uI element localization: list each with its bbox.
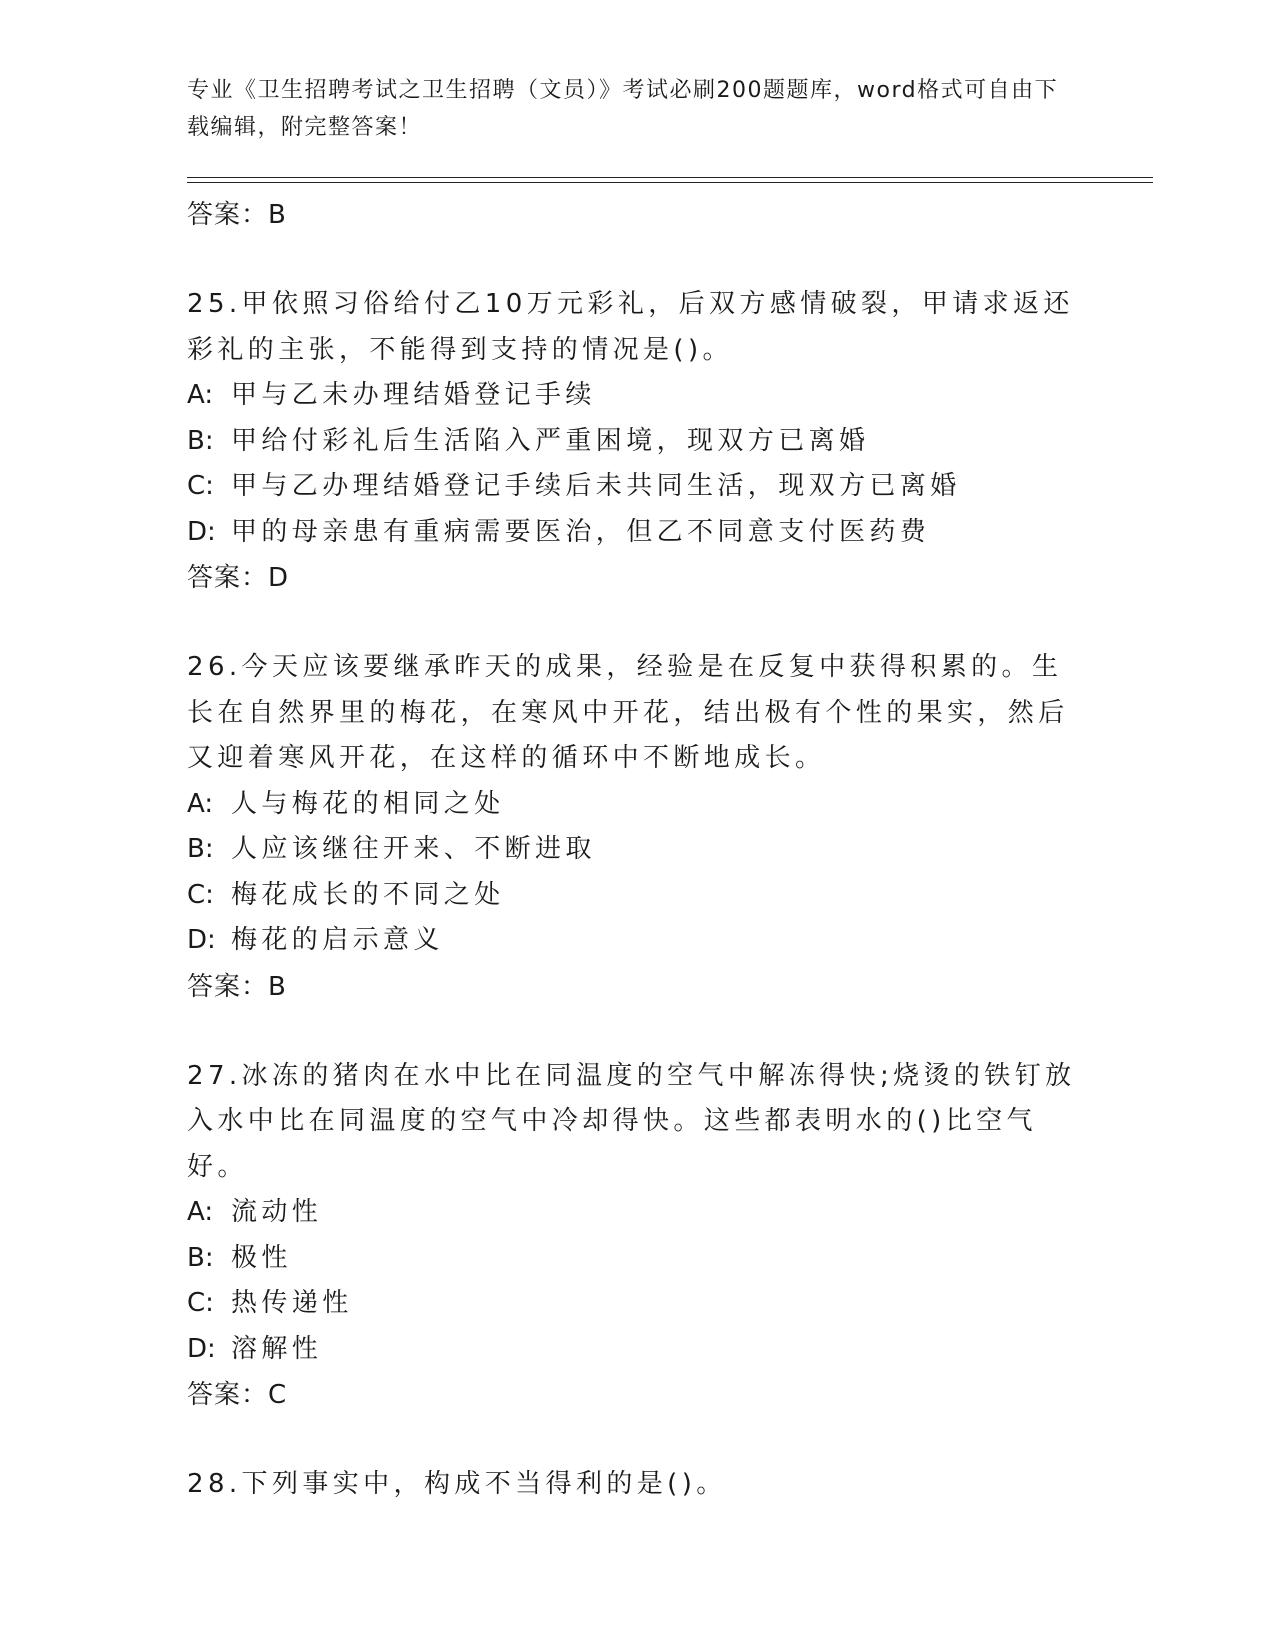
document-header: 专业《卫生招聘考试之卫生招聘（文员）》考试必刷200题题库，word格式可自由下载编辑，附完整答案！: [187, 78, 1059, 140]
option-letter: A:: [187, 788, 214, 819]
option-text: 甲给付彩礼后生活陷入严重困境，现双方已离婚: [231, 425, 870, 456]
option-text: 甲的母亲患有重病需要医治，但乙不同意支付医药费: [231, 516, 931, 547]
option-letter: C:: [187, 1288, 214, 1318]
option-c: [187, 873, 1087, 919]
header-divider-bottom: [187, 182, 1153, 183]
question-item: [187, 1054, 1087, 1419]
option-a: [187, 373, 1087, 419]
answer-line: 答案：D: [187, 563, 290, 593]
option-d: [187, 510, 1087, 556]
option-c: [187, 1281, 1087, 1327]
option-letter: A:: [187, 1197, 214, 1227]
header-divider-top: [187, 177, 1153, 178]
question-item: [187, 645, 1087, 1010]
option-letter: B:: [187, 1242, 214, 1273]
option-b: [187, 419, 1087, 465]
answer-line: 答案：B: [187, 200, 287, 230]
option-text: 热传递性: [231, 1288, 353, 1318]
option-text: 溶解性: [231, 1333, 323, 1364]
option-d: [187, 918, 1087, 964]
question-item: [187, 282, 1087, 601]
option-text: 甲与乙未办理结婚登记手续: [231, 380, 596, 410]
option-b: [187, 1236, 1087, 1282]
option-text: 极性: [231, 1242, 292, 1273]
option-letter: D:: [187, 1333, 216, 1364]
answer-line: 答案：B: [187, 971, 287, 1002]
question-stem: 27.冰冻的猪肉在水中比在同温度的空气中解冻得快;烧烫的铁钉放入水中比在同温度的空气中冷却得快。这些都表明水的()比空气好。: [187, 1060, 1076, 1182]
option-letter: B:: [187, 834, 214, 864]
option-a: [187, 1190, 1087, 1236]
option-text: 甲与乙办理结婚登记手续后未共同生活，现双方已离婚: [231, 471, 961, 501]
option-text: 人与梅花的相同之处: [231, 788, 505, 819]
option-b: [187, 827, 1087, 873]
question-item: [187, 1462, 1087, 1508]
option-letter: D:: [187, 925, 216, 955]
option-text: 流动性: [231, 1197, 323, 1227]
option-c: [187, 464, 1087, 510]
option-letter: B:: [187, 425, 214, 456]
option-letter: D:: [187, 516, 216, 547]
option-text: 人应该继往开来、不断进取: [231, 834, 596, 864]
question-stem: 28.下列事实中，构成不当得利的是()。: [187, 1469, 727, 1499]
question-stem: 26.今天应该要继承昨天的成果，经验是在反复中获得积累的。生长在自然界里的梅花，在寒风中开花，结出极有个性的果实，然后又迎着寒风开花，在这样的循环中不断地成长。: [187, 652, 1069, 773]
question-stem: 25.甲依照习俗给付乙10万元彩礼，后双方感情破裂，甲请求返还彩礼的主张，不能得到支持的情况是()。: [187, 289, 1074, 365]
question-list: [187, 184, 1087, 1508]
answer-line: 答案：C: [187, 1380, 288, 1410]
option-letter: C:: [187, 879, 214, 910]
option-text: 梅花的启示意义: [231, 925, 444, 955]
option-letter: A:: [187, 380, 214, 410]
option-a: [187, 782, 1087, 828]
option-text: 梅花成长的不同之处: [231, 879, 505, 910]
option-d: [187, 1327, 1087, 1373]
option-letter: C:: [187, 471, 214, 501]
